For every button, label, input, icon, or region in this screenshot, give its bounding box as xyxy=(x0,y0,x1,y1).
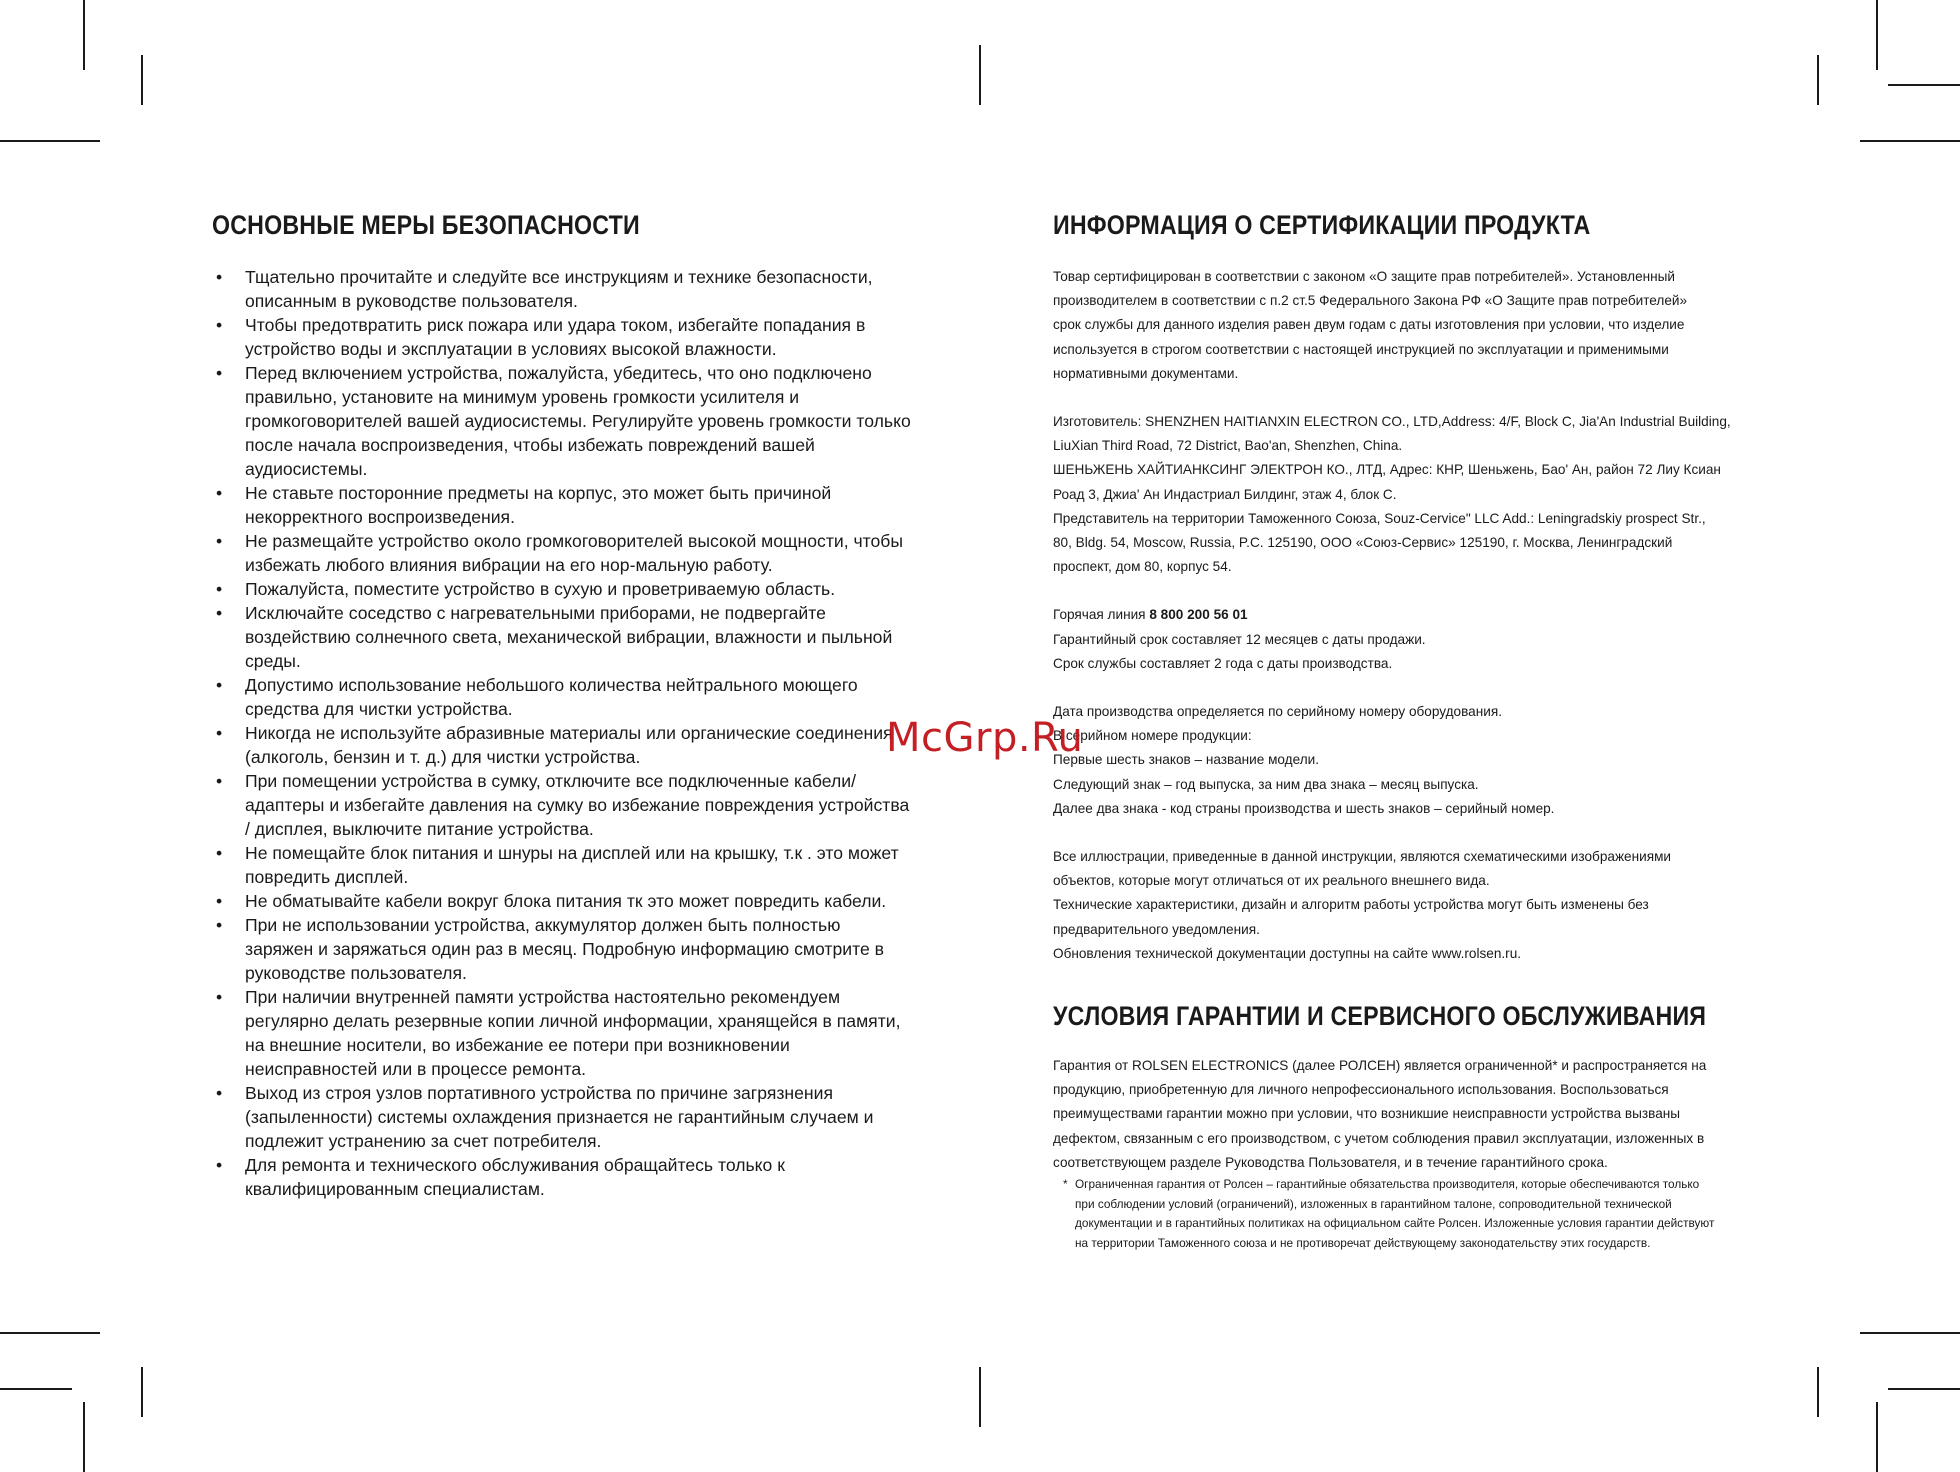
text-line: предварительного уведомления. xyxy=(1053,921,1260,937)
safety-item xyxy=(212,577,912,601)
safety-item-text: Исключайте соседство с нагревательными приборами, не подвергайте воздействию солнечного света, механической вибрации, влажности и пыльной среды. xyxy=(245,603,893,671)
crop-mark xyxy=(1860,140,1960,142)
safety-item-text: При не использовании устройства, аккумулятор должен быть полностью заряжен и заряжаться один раз в месяц. Подробную информацию смотрите в руководстве пользователя. xyxy=(245,915,884,983)
safety-item xyxy=(212,913,912,985)
safety-list xyxy=(212,265,912,1201)
crop-mark xyxy=(0,1332,100,1334)
crop-mark xyxy=(1817,55,1819,105)
text-line: Гарантия от ROLSEN ELECTRONICS (далее РОЛСЕН) является ограниченной* и распространяется на xyxy=(1053,1058,1707,1073)
footnote-star: * xyxy=(1063,1177,1068,1192)
warranty-period-paragraph xyxy=(1053,628,1773,676)
text-line: Технические характеристики, дизайн и алгоритм работы устройства могут быть изменены без xyxy=(1053,897,1649,913)
safety-item-text: Допустимо использование небольшого количества нейтрального моющего средства для чистки устройства. xyxy=(245,675,858,719)
cert-paragraph xyxy=(1053,265,1773,386)
text-line: Срок службы составляет 2 года с даты производства. xyxy=(1053,655,1393,671)
crop-mark xyxy=(0,1388,72,1390)
crop-mark xyxy=(1888,84,1960,86)
bullet-icon: • xyxy=(216,267,223,287)
bullet-icon: • xyxy=(216,723,223,743)
text-line: Роад 3, Джиа' Ан Индастриал Билдинг, этаж 4, блок С. xyxy=(1053,486,1397,502)
safety-section xyxy=(212,210,912,1201)
crop-mark xyxy=(1860,1332,1960,1334)
bullet-icon: • xyxy=(216,1083,223,1103)
bullet-icon: • xyxy=(216,987,223,1007)
text-line: на территории Таможенного союза и не противоречат действующему законодательству этих государств. xyxy=(1075,1235,1651,1250)
safety-item xyxy=(212,889,912,913)
safety-item xyxy=(212,601,912,673)
safety-item xyxy=(212,481,912,529)
text-line: соответствующем разделе Руководства Пользователя, и в течение гарантийного срока. xyxy=(1053,1154,1608,1170)
footnote-text xyxy=(1075,1175,1773,1253)
crop-mark xyxy=(0,140,100,142)
bullet-icon: • xyxy=(216,579,223,599)
hotline-line xyxy=(1053,603,1773,627)
text-line: нормативными документами. xyxy=(1053,365,1239,381)
safety-item-text: Перед включением устройства, пожалуйста, убедитесь, что оно подключено правильно, установите на минимум уровень громкости усилителя и громкоговорителей вашей аудиосистемы. Регулируйте уровень громкости только после начала воспроизведения, чтобы избежать повреждений вашей аудиосистемы. xyxy=(245,363,911,479)
safety-item xyxy=(212,1153,912,1201)
bullet-icon: • xyxy=(216,531,223,551)
crop-mark xyxy=(979,45,981,105)
text-line: Ограниченная гарантия от Ролсен – гарантийные обязательства производителя, которые обеспечиваются только xyxy=(1075,1177,1700,1192)
text-line: Товар сертифицирован в соответствии с законом «О защите прав потребителей». Установленный xyxy=(1053,269,1676,284)
safety-item xyxy=(212,1081,912,1153)
serial-number-paragraph xyxy=(1053,700,1773,821)
crop-mark xyxy=(1876,0,1878,70)
safety-item-text: Никогда не используйте абразивные материалы или органические соединения (алкоголь, бензин и т. д.) для чистки устройства. xyxy=(245,723,893,767)
warranty-title: УСЛОВИЯ ГАРАНТИИ И СЕРВИСНОГО ОБСЛУЖИВАНИЯ xyxy=(1053,1001,1707,1031)
bullet-icon: • xyxy=(216,675,223,695)
text-line: преимуществами гарантии можно при условии, что возникшие неисправности устройства вызваны xyxy=(1053,1106,1681,1122)
crop-mark xyxy=(83,1402,85,1472)
safety-item xyxy=(212,361,912,481)
text-line: В серийном номере продукции: xyxy=(1053,728,1252,744)
text-line: LiuXian Third Road, 72 District, Bao'an, Shenzhen, China. xyxy=(1053,438,1403,454)
safety-title: ОСНОВНЫЕ МЕРЫ БЕЗОПАСНОСТИ xyxy=(212,210,640,240)
text-line: Обновления технической документации доступны на сайте www.rolsen.ru. xyxy=(1053,945,1522,961)
bullet-icon: • xyxy=(216,771,223,791)
safety-item-text: Пожалуйста, поместите устройство в сухую и проветриваемую область. xyxy=(245,579,836,599)
certification-body xyxy=(1053,265,1773,966)
warranty-paragraph xyxy=(1053,1054,1773,1175)
text-line: Изготовитель: SHENZHEN HAITIANXIN ELECTRON CO., LTD,Address: 4/F, Block C, Jia'An Industrial Building, xyxy=(1053,414,1731,430)
safety-item-text: Чтобы предотвратить риск пожара или удара током, избегайте попадания в устройство воды и эксплуатации в условиях высокой влажности. xyxy=(245,315,866,359)
crop-mark xyxy=(83,0,85,70)
text-line: ШЕНЬЖЕНЬ ХАЙТИАНКСИНГ ЭЛЕКТРОН КО., ЛТД, Адрес: КНР, Шеньжень, Бао' Ан, район 72 Лиу Ксиан xyxy=(1053,462,1721,478)
safety-item-text: Для ремонта и технического обслуживания обращайтесь только к квалифицированным специалистам. xyxy=(245,1155,785,1199)
safety-item xyxy=(212,985,912,1081)
warranty-section xyxy=(1053,1001,1773,1253)
warranty-body xyxy=(1053,1054,1773,1253)
hotline-number: 8 800 200 56 01 xyxy=(1149,607,1248,623)
safety-item-text: Тщательно прочитайте и следуйте все инструкциям и технике безопасности, описанным в руководстве пользователя. xyxy=(245,267,873,311)
bullet-icon: • xyxy=(216,891,223,911)
text-line: используется в строгом соответствии с настоящей инструкцией по эксплуатации и применимыми xyxy=(1053,341,1669,357)
text-line: проспект, дом 80, корпус 54. xyxy=(1053,559,1232,575)
text-line: при соблюдении условий (ограничений), изложенных в гарантийном талоне, сопроводительной технической xyxy=(1075,1196,1672,1211)
text-line: 80, Bldg. 54, Moscow, Russia, P.C. 125190, ООО «Союз-Сервис» 125190, г. Москва, Ленинградский xyxy=(1053,535,1673,551)
safety-item xyxy=(212,673,912,721)
safety-item-text: Не помещайте блок питания и шнуры на дисплей или на крышку, т.к . это может повредить дисплей. xyxy=(245,843,899,887)
text-line: продукцию, приобретенную для личного непрофессионального использования. Воспользоваться xyxy=(1053,1082,1669,1098)
watermark-logo: McGrp.Ru xyxy=(886,715,1084,761)
manufacturer-paragraph xyxy=(1053,410,1773,579)
text-line: Дата производства определяется по серийному номеру оборудования. xyxy=(1053,704,1502,720)
crop-mark xyxy=(1876,1402,1878,1472)
certification-title: ИНФОРМАЦИЯ О СЕРТИФИКАЦИИ ПРОДУКТА xyxy=(1053,210,1591,240)
safety-item-text: Выход из строя узлов портативного устройства по причине загрязнения (запыленности) системы охлаждения признается не гарантийным случаем и подлежит устранению за счет потребителя. xyxy=(245,1083,874,1151)
text-line: документации и в гарантийных политиках на официальном сайте Ролсен. Изложенные условия гарантии действуют xyxy=(1075,1216,1715,1231)
safety-item-text: Не размещайте устройство около громкоговорителей высокой мощности, чтобы избежать любого влияния вибрации на его нор-мальную работу. xyxy=(245,531,904,575)
bullet-icon: • xyxy=(216,1155,223,1175)
safety-item xyxy=(212,721,912,769)
crop-mark xyxy=(979,1367,981,1427)
bullet-icon: • xyxy=(216,315,223,335)
warranty-footnote xyxy=(1053,1175,1773,1253)
bullet-icon: • xyxy=(216,603,223,623)
text-line: Представитель на территории Таможенного Союза, Souz-Cervice" LLC Add.: Leningradskiy prospect Str., xyxy=(1053,510,1706,526)
illustrations-paragraph xyxy=(1053,845,1773,966)
safety-item-text: Не обматывайте кабели вокруг блока питания тк это может повредить кабели. xyxy=(245,891,887,911)
safety-item xyxy=(212,265,912,313)
crop-mark xyxy=(1817,1367,1819,1417)
safety-item xyxy=(212,841,912,889)
bullet-icon: • xyxy=(216,915,223,935)
text-line: объектов, которые могут отличаться от их реального внешнего вида. xyxy=(1053,873,1490,889)
bullet-icon: • xyxy=(216,483,223,503)
text-line: Гарантийный срок составляет 12 месяцев с даты продажи. xyxy=(1053,631,1426,647)
text-line: Следующий знак – год выпуска, за ним два знака – месяц выпуска. xyxy=(1053,776,1479,792)
crop-mark xyxy=(141,55,143,105)
hotline-label: Горячая линия xyxy=(1053,607,1150,623)
safety-item-text: При наличии внутренней памяти устройства настоятельно рекомендуем регулярно делать резервные копии личной информации, хранящейся в памяти, на внешние носители, во избежание ее потери при возникновении неисправностей или в процессе ремонта. xyxy=(245,987,901,1079)
text-line: Все иллюстрации, приведенные в данной инструкции, являются схематическими изображениями xyxy=(1053,849,1672,865)
crop-mark xyxy=(141,1367,143,1417)
safety-item xyxy=(212,529,912,577)
safety-item xyxy=(212,769,912,841)
text-line: производителем в соответствии с п.2 ст.5 Федерального Закона РФ «О Защите прав потребителей» xyxy=(1053,293,1688,309)
safety-item xyxy=(212,313,912,361)
crop-mark xyxy=(1888,1388,1960,1390)
text-line: срок службы для данного изделия равен двум годам с даты изготовления при условии, что изделие xyxy=(1053,317,1685,333)
safety-item-text: При помещении устройства в сумку, отключите все подключенные кабели/ адаптеры и избегайте давления на сумку во избежание повреждения устройства / дисплея, выключите питание устройства. xyxy=(245,771,910,839)
certification-section xyxy=(1053,210,1773,990)
safety-item-text: Не ставьте посторонние предметы на корпус, это может быть причиной некорректного воспроизведения. xyxy=(245,483,832,527)
bullet-icon: • xyxy=(216,843,223,863)
text-line: Далее два знака - код страны производства и шесть знаков – серийный номер. xyxy=(1053,800,1555,816)
bullet-icon: • xyxy=(216,363,223,383)
text-line: дефектом, связанным с его производством, с учетом соблюдения правил эксплуатации, изложенных в xyxy=(1053,1130,1705,1146)
text-line: Первые шесть знаков – название модели. xyxy=(1053,752,1320,768)
